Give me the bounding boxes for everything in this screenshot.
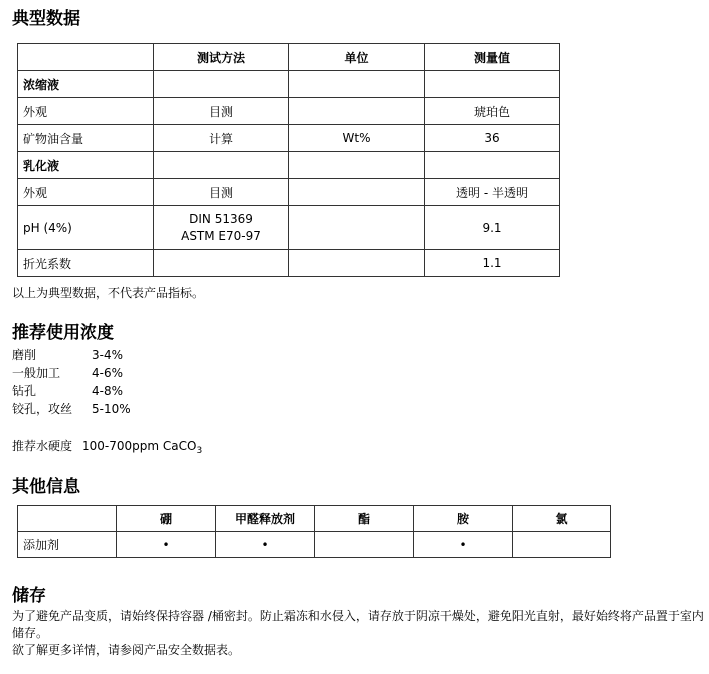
method-cell — [154, 71, 289, 98]
table-row — [18, 98, 560, 125]
table-row — [18, 71, 560, 98]
param-cell: pH (4%) — [18, 206, 154, 250]
additive-mark-cell: • — [117, 532, 216, 558]
table-row — [18, 152, 560, 179]
storage-text — [12, 608, 704, 659]
method-line: ASTM E70-97 — [181, 228, 261, 243]
method-cell: 目测 — [154, 98, 289, 125]
table-row — [18, 179, 560, 206]
header-cell: 氯 — [513, 506, 611, 532]
additive-mark-cell: • — [216, 532, 315, 558]
param-cell: 乳化液 — [18, 152, 154, 179]
param-cell: 外观 — [18, 179, 154, 206]
header-cell: 硼 — [117, 506, 216, 532]
concentration-label: 一般加工 — [12, 366, 61, 380]
concentration-list — [12, 346, 131, 418]
concentration-label: 铰孔，攻丝 — [12, 402, 73, 416]
unit-cell — [289, 250, 425, 277]
unit-cell — [289, 179, 425, 206]
list-item — [12, 382, 131, 400]
param-cell: 外观 — [18, 98, 154, 125]
header-cell — [18, 44, 154, 71]
value-cell: 透明 - 半透明 — [425, 179, 560, 206]
param-cell: 浓缩液 — [18, 71, 154, 98]
unit-cell — [289, 152, 425, 179]
table-header-row — [18, 44, 560, 71]
header-cell: 测量值 — [425, 44, 560, 71]
table-row — [18, 250, 560, 277]
list-item — [12, 400, 131, 418]
storage-paragraph: 为了避免产品变质，请始终保持容器 /桶密封。防止霜冻和水侵入，请存放于阴凉干燥处，避免阳光直射，最好始终将产品置于室内储存。 — [12, 609, 704, 640]
value-cell: 1.1 — [425, 250, 560, 277]
additive-mark-cell — [315, 532, 414, 558]
typical-data-footnote: 以上为典型数据，不代表产品指标。 — [12, 286, 205, 300]
table-header-row — [18, 506, 611, 532]
unit-cell — [289, 71, 425, 98]
method-cell: 计算 — [154, 125, 289, 152]
list-item — [12, 346, 131, 364]
method-line: DIN 51369 — [189, 211, 253, 226]
concentration-value: 4-8% — [92, 384, 124, 398]
value-cell: 36 — [425, 125, 560, 152]
param-cell: 矿物油含量 — [18, 125, 154, 152]
concentration-value: 4-6% — [92, 366, 124, 380]
header-cell: 测试方法 — [154, 44, 289, 71]
unit-cell — [289, 98, 425, 125]
water-hardness-value: 100-700ppm CaCO — [82, 439, 197, 453]
concentration-label: 磨削 — [12, 348, 37, 362]
value-cell: 9.1 — [425, 206, 560, 250]
table-row — [18, 206, 560, 250]
water-hardness — [12, 437, 202, 460]
water-hardness-subscript: 3 — [196, 446, 203, 456]
header-cell: 单位 — [289, 44, 425, 71]
method-cell — [154, 152, 289, 179]
value-cell — [425, 152, 560, 179]
concentration-label: 钻孔 — [12, 384, 37, 398]
method-cell — [154, 250, 289, 277]
param-cell: 折光系数 — [18, 250, 154, 277]
additive-mark-cell — [513, 532, 611, 558]
table-row — [18, 532, 611, 558]
table-row — [18, 125, 560, 152]
additive-label-cell: 添加剂 — [18, 532, 117, 558]
unit-cell — [289, 206, 425, 250]
value-cell: 琥珀色 — [425, 98, 560, 125]
section-title-other-info: 其他信息 — [12, 477, 80, 497]
header-cell: 酯 — [315, 506, 414, 532]
unit-cell: Wt% — [289, 125, 425, 152]
list-item — [12, 364, 131, 382]
value-cell — [425, 71, 560, 98]
method-cell: 目测 — [154, 179, 289, 206]
method-cell — [154, 206, 289, 250]
typical-data-table — [17, 43, 560, 277]
header-cell: 胺 — [414, 506, 513, 532]
header-cell: 甲醛释放剂 — [216, 506, 315, 532]
concentration-value: 5-10% — [92, 402, 131, 416]
storage-paragraph: 欲了解更多详情，请参阅产品安全数据表。 — [12, 643, 241, 657]
concentration-value: 3-4% — [92, 348, 124, 362]
section-title-recommended: 推荐使用浓度 — [12, 323, 114, 343]
water-hardness-label: 推荐水硬度 — [12, 439, 73, 453]
additives-table — [17, 505, 611, 558]
additive-mark-cell: • — [414, 532, 513, 558]
header-cell — [18, 506, 117, 532]
section-title-typical-data: 典型数据 — [12, 9, 80, 29]
section-title-storage: 储存 — [12, 586, 46, 606]
